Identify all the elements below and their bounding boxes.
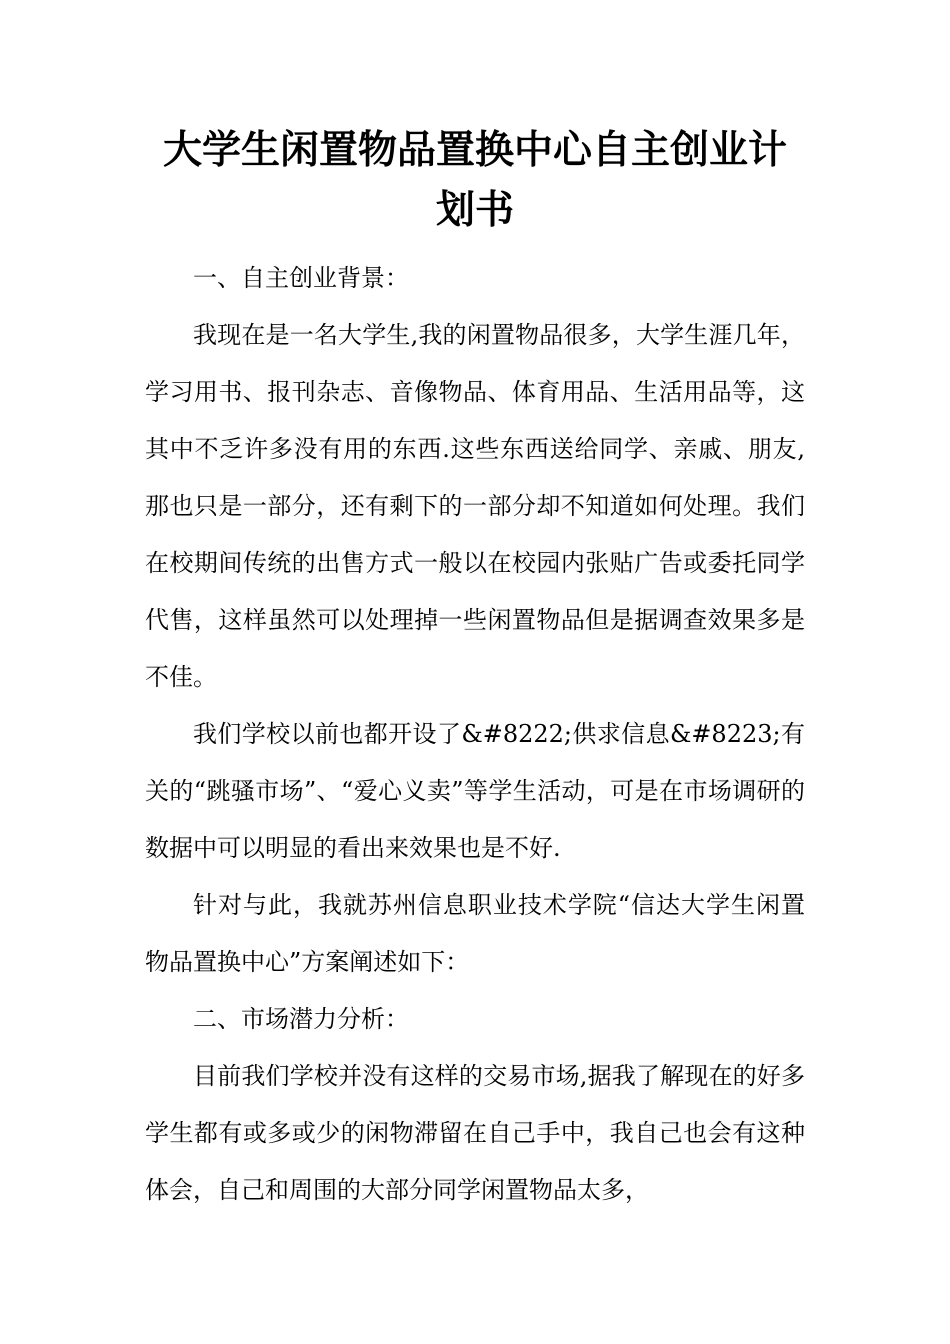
paragraph-plan-intro: 针对与此，我就苏州信息职业技术学院“信达大学生闲置物品置换中心”方案阐述如下：	[145, 891, 805, 976]
paragraph-background: 我现在是一名大学生,我的闲置物品很多，大学生涯几年，学习用书、报刊杂志、音像物品、体育用品、生活用品等，这其中不乏许多没有用的东西.这些东西送给同学、亲戚、朋友,那也只是一部分，还有剩下的一部分却不知道如何处理。我们在校期间传统的出售方式一般以在校园内张贴广告或委托同学代售，这样虽然可以处理掉一些闲置物品但是据调查效果多是不佳。	[145, 321, 805, 691]
document-body	[145, 120, 805, 1219]
paragraph-market-analysis: 目前我们学校并没有这样的交易市场,据我了解现在的好多学生都有或多或少的闲物滞留在自己手中，我自己也会有这种体会，自己和周围的大部分同学闲置物品太多，	[145, 1062, 805, 1204]
section-heading-background: 一、自主创业背景：	[193, 264, 409, 292]
paragraph-school-activities: 我们学校以前也都开设了&#8222;供求信息&#8223;有关的“跳骚市场”、“爱心义卖”等学生活动，可是在市场调研的数据中可以明显的看出来效果也是不好.	[145, 720, 805, 862]
section-heading-market-analysis: 二、市场潜力分析：	[193, 1005, 409, 1033]
document-title: 大学生闲置物品置换中心自主创业计划书	[162, 127, 787, 233]
